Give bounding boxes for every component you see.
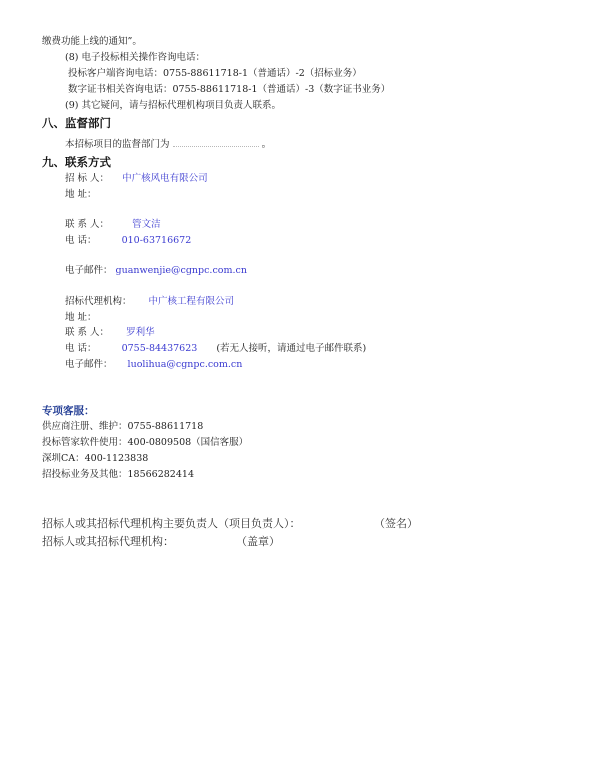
- seal-line: 招标人或其招标代理机构：: [42, 535, 174, 548]
- contact-row: [65, 219, 161, 231]
- email-row: [65, 265, 247, 277]
- tenderer-label: 招 标 人：: [65, 173, 110, 184]
- phone-row: [65, 235, 191, 247]
- agency-email-link[interactable]: luolihua@cgnpc.com.cn: [127, 359, 243, 370]
- supervision-blank: [173, 137, 259, 147]
- service-item: 供应商注册、维护：0755-88611718: [42, 421, 204, 432]
- agency-row: [65, 296, 234, 308]
- service-item: 投标管家软件使用：400-0809508（国信客服）: [42, 437, 249, 448]
- cert-phone-line: 数字证书相关咨询电话：0755-88611718-1（普通话）-3（数字证书业务）: [68, 84, 391, 95]
- item-9: (9) 其它疑问，请与招标代理机构项目负责人联系。: [65, 100, 281, 111]
- agency-email-row: [65, 359, 242, 371]
- agency-value: 中广核工程有限公司: [148, 296, 235, 307]
- contact-label: 联 系 人：: [65, 219, 110, 230]
- supervision-text: 本招标项目的监督部门为: [65, 139, 170, 150]
- agency-label: 招标代理机构：: [65, 296, 132, 307]
- signature-mark: （签名）: [374, 517, 418, 530]
- agency-contact-value: 罗利华: [126, 327, 155, 338]
- agency-phone-row: [65, 343, 366, 355]
- agency-email-label: 电子邮件：: [65, 359, 113, 370]
- client-phone-line: 投标客户端咨询电话：0755-88611718-1（普通话）-2（招标业务）: [68, 68, 362, 79]
- seal-mark: （盖章）: [236, 535, 280, 548]
- section-9-heading: 九、联系方式: [42, 155, 111, 169]
- agency-phone-value: 0755-84437623: [121, 343, 198, 354]
- agency-phone-note: (若无人接听，请通过电子邮件联系): [216, 343, 367, 354]
- contact-value: 管文洁: [132, 219, 161, 230]
- phone-label: 电 话：: [65, 235, 97, 246]
- email-link[interactable]: guanwenjie@cgnpc.com.cn: [115, 265, 247, 276]
- agency-contact-row: [65, 327, 155, 339]
- phone-value: 010-63716672: [121, 235, 192, 246]
- service-title: 专项客服：: [42, 405, 95, 417]
- signature-line-1: 招标人或其招标代理机构主要负责人（项目负责人）：: [42, 517, 301, 530]
- item-8: (8) 电子投标相关操作咨询电话：: [65, 52, 205, 63]
- service-item: 招投标业务及其他：18566282414: [42, 469, 194, 480]
- notice-line-end: 缴费功能上线的通知”。: [42, 36, 142, 47]
- tenderer-row: [65, 173, 208, 185]
- agency-address-label: 地 址：: [65, 312, 97, 323]
- supervision-line: [65, 137, 271, 151]
- tenderer-value: 中广核风电有限公司: [122, 173, 208, 184]
- section-8-heading: 八、监督部门: [42, 116, 111, 130]
- email-label: 电子邮件：: [65, 265, 113, 276]
- agency-contact-label: 联 系 人：: [65, 327, 110, 338]
- agency-phone-label: 电 话：: [65, 343, 97, 354]
- supervision-end: 。: [261, 139, 272, 150]
- tenderer-address-label: 地 址：: [65, 189, 97, 200]
- service-item: 深圳CA：400-1123838: [42, 453, 149, 464]
